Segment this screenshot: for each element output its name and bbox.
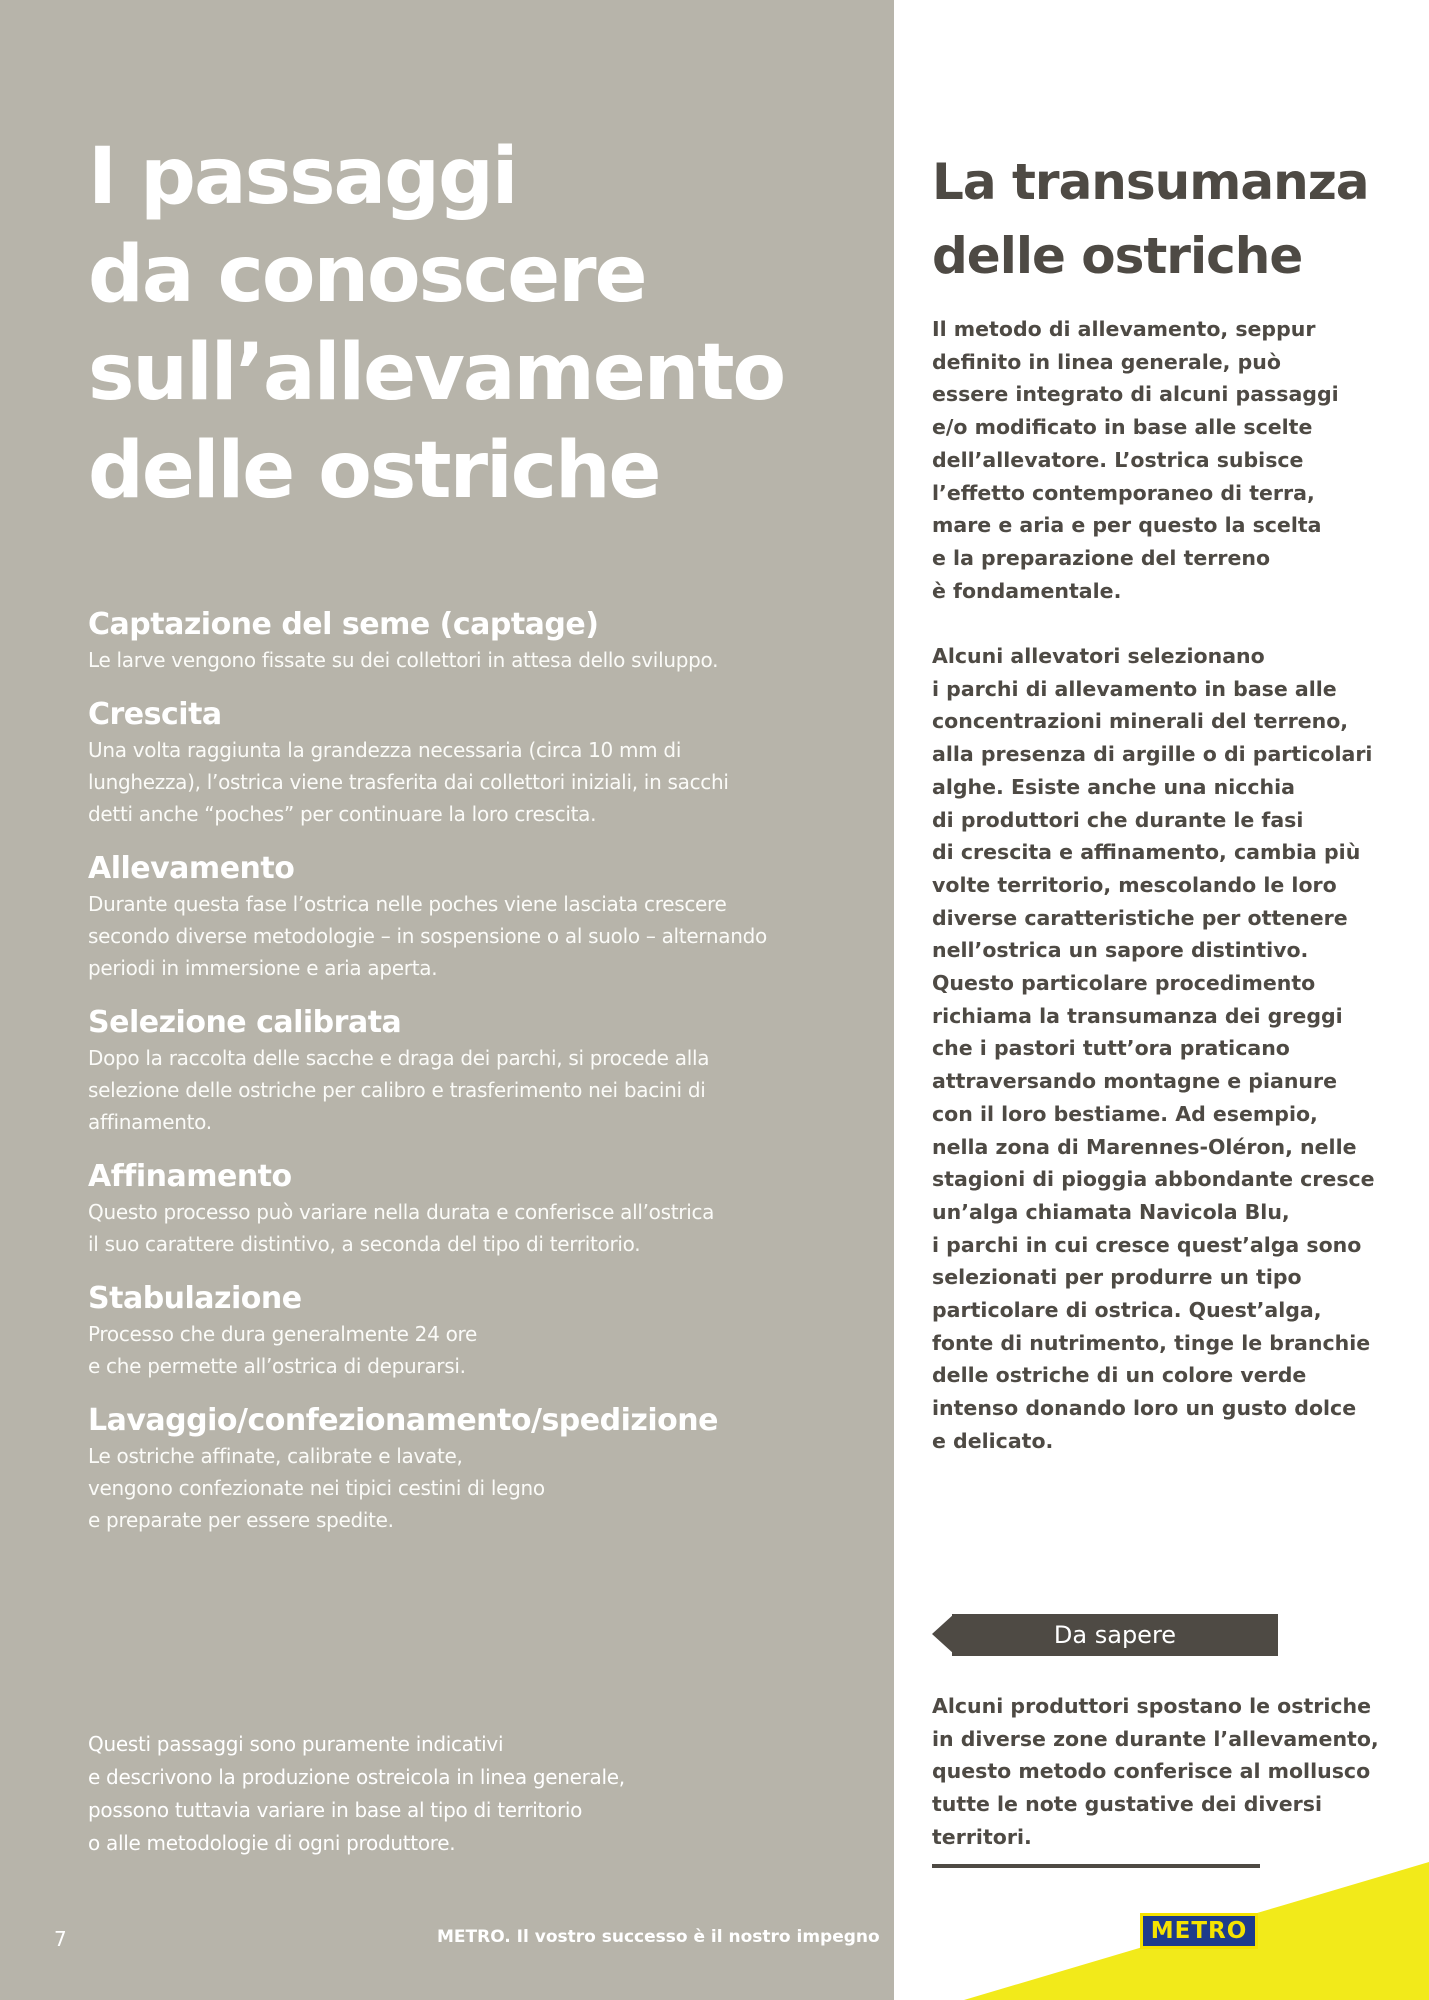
text-line: definito in linea generale, può xyxy=(932,349,1281,374)
note-line: Questi passaggi sono puramente indicativi xyxy=(88,1732,504,1756)
step-text-line: Le larve vengono fissate su dei collettori in attesa dello sviluppo. xyxy=(88,648,719,672)
text-line: particolare di ostrica. Quest’alga, xyxy=(932,1298,1322,1323)
text-line: Questo particolare procedimento xyxy=(932,971,1316,996)
step-text-line: Questo processo può variare nella durata e conferisce all’ostrica xyxy=(88,1200,715,1224)
text-line: e/o modificato in base alle scelte xyxy=(932,415,1313,440)
text-line: fonte di nutrimento, tinge le branchie xyxy=(932,1330,1371,1355)
step-text xyxy=(88,1196,816,1260)
step-text-line: Processo che dura generalmente 24 ore xyxy=(88,1322,478,1346)
text-line: i parchi di allevamento in base alle xyxy=(932,676,1337,701)
step-title: Affinamento xyxy=(88,1159,292,1194)
step-text-line: Una volta raggiunta la grandezza necessaria (circa 10 mm di xyxy=(88,738,682,762)
step-text-line: il suo carattere distintivo, a seconda del tipo di territorio. xyxy=(88,1232,641,1256)
step-text-line: periodi in immersione e aria aperta. xyxy=(88,956,438,980)
text-line: essere integrato di alcuni passaggi xyxy=(932,382,1339,407)
text-line: stagioni di pioggia abbondante cresce xyxy=(932,1167,1375,1192)
text-line: è fondamentale. xyxy=(932,578,1122,603)
text-line: diverse caratteristiche per ottenere xyxy=(932,905,1348,930)
step-title: Captazione del seme (captage) xyxy=(88,607,599,642)
step-crescita xyxy=(88,696,816,830)
page-number: 7 xyxy=(54,1927,67,1951)
step-text xyxy=(88,888,816,984)
step-text xyxy=(88,734,816,830)
text-line: richiama la transumanza dei greggi xyxy=(932,1003,1343,1028)
sidebar-paragraph-1 xyxy=(932,313,1402,607)
text-line: di produttori che durante le fasi xyxy=(932,807,1304,832)
text-line: tutte le note gustative dei diversi xyxy=(932,1792,1323,1817)
steps-list xyxy=(88,606,816,1556)
step-text-line: affinamento. xyxy=(88,1110,212,1134)
text-line: Alcuni produttori spostano le ostriche xyxy=(932,1694,1372,1718)
text-line: volte territorio, mescolando le loro xyxy=(932,872,1337,897)
text-line: nella zona di Marennes-Oléron, nelle xyxy=(932,1134,1357,1159)
text-line: territori. xyxy=(932,1824,1032,1849)
text-line: alla presenza di argille o di particolari xyxy=(932,742,1373,767)
step-text xyxy=(88,1318,816,1382)
step-text-line: e preparate per essere spedite. xyxy=(88,1508,394,1532)
disclaimer-note xyxy=(88,1728,808,1860)
sidebar-title xyxy=(932,145,1369,293)
step-title: Crescita xyxy=(88,697,222,732)
main-title-line: delle ostriche xyxy=(88,426,660,516)
sidebar-title-line: La transumanza xyxy=(932,153,1369,211)
sidebar-title-line: delle ostriche xyxy=(932,227,1303,285)
main-title-line: sull’allevamento xyxy=(88,328,785,418)
step-title: Allevamento xyxy=(88,851,295,886)
step-text-line: secondo diverse metodologie – in sospensione o al suolo – alternando xyxy=(88,924,767,948)
text-line: attraversando montagne e pianure xyxy=(932,1069,1338,1094)
text-line: alghe. Esiste anche una nicchia xyxy=(932,774,1295,799)
step-title: Selezione calibrata xyxy=(88,1005,402,1040)
sidebar-body xyxy=(932,313,1402,1490)
note-line: o alle metodologie di ogni produttore. xyxy=(88,1831,456,1855)
text-line: un’alga chiamata Navicola Blu, xyxy=(932,1199,1290,1224)
step-allevamento xyxy=(88,850,816,984)
step-title: Stabulazione xyxy=(88,1281,302,1316)
note-line: possono tuttavia variare in base al tipo di territorio xyxy=(88,1798,583,1822)
text-line: selezionati per produrre un tipo xyxy=(932,1265,1302,1290)
step-selezione xyxy=(88,1004,816,1138)
text-line: nell’ostrica un sapore distintivo. xyxy=(932,938,1309,963)
text-line: e delicato. xyxy=(932,1428,1054,1453)
step-affinamento xyxy=(88,1158,816,1260)
text-line: Il metodo di allevamento, seppur xyxy=(932,317,1316,341)
step-text xyxy=(88,644,816,676)
da-sapere-text xyxy=(932,1690,1412,1854)
step-lavaggio xyxy=(88,1402,816,1536)
step-title: Lavaggio/confezionamento/spedizione xyxy=(88,1403,718,1438)
step-text-line: lunghezza), l’ostrica viene trasferita dai collettori iniziali, in sacchi xyxy=(88,770,729,794)
step-text-line: vengono confezionate nei tipici cestini di legno xyxy=(88,1476,545,1500)
text-line: concentrazioni minerali del terreno, xyxy=(932,709,1349,734)
text-line: intenso donando loro un gusto dolce xyxy=(932,1396,1357,1421)
text-line: con il loro bestiame. Ad esempio, xyxy=(932,1101,1318,1126)
text-line: in diverse zone durante l’allevamento, xyxy=(932,1726,1379,1751)
step-stabulazione xyxy=(88,1280,816,1382)
step-text-line: selezione delle ostriche per calibro e trasferimento nei bacini di xyxy=(88,1078,706,1102)
sidebar-paragraph-2 xyxy=(932,640,1402,1458)
text-line: delle ostriche di un colore verde xyxy=(932,1363,1307,1388)
text-line: i parchi in cui cresce quest’alga sono xyxy=(932,1232,1362,1257)
step-text xyxy=(88,1042,816,1138)
text-line: questo metodo conferisce al mollusco xyxy=(932,1759,1371,1784)
step-text-line: Durante questa fase l’ostrica nelle poches viene lasciata crescere xyxy=(88,892,727,916)
step-text-line: Dopo la raccolta delle sacche e draga dei parchi, si procede alla xyxy=(88,1046,710,1070)
metro-logo: METRO xyxy=(1140,1913,1258,1949)
main-title-line: da conoscere xyxy=(88,230,646,320)
main-title-line: I passaggi xyxy=(88,132,517,222)
step-captazione xyxy=(88,606,816,676)
text-line: dell’allevatore. L’ostrica subisce xyxy=(932,447,1304,472)
main-title xyxy=(88,128,868,520)
step-text-line: detti anche “poches” per continuare la loro crescita. xyxy=(88,802,597,826)
text-line: che i pastori tutt’ora praticano xyxy=(932,1036,1290,1061)
text-line: di crescita e affinamento, cambia più xyxy=(932,840,1361,865)
step-text-line: Le ostriche affinate, calibrate e lavate, xyxy=(88,1444,463,1468)
footer-slogan: METRO. Il vostro successo è il nostro impegno xyxy=(437,1927,880,1947)
step-text-line: e che permette all’ostrica di depurarsi. xyxy=(88,1354,466,1378)
text-line: e la preparazione del terreno xyxy=(932,545,1271,570)
text-line: l’effetto contemporaneo di terra, xyxy=(932,480,1315,505)
badge-arrow-icon xyxy=(932,1614,954,1654)
step-text xyxy=(88,1440,816,1536)
text-line: mare e aria e per questo la scelta xyxy=(932,513,1322,538)
text-line: Alcuni allevatori selezionano xyxy=(932,644,1265,669)
note-line: e descrivono la produzione ostreicola in linea generale, xyxy=(88,1765,625,1789)
da-sapere-badge: Da sapere xyxy=(952,1614,1278,1656)
